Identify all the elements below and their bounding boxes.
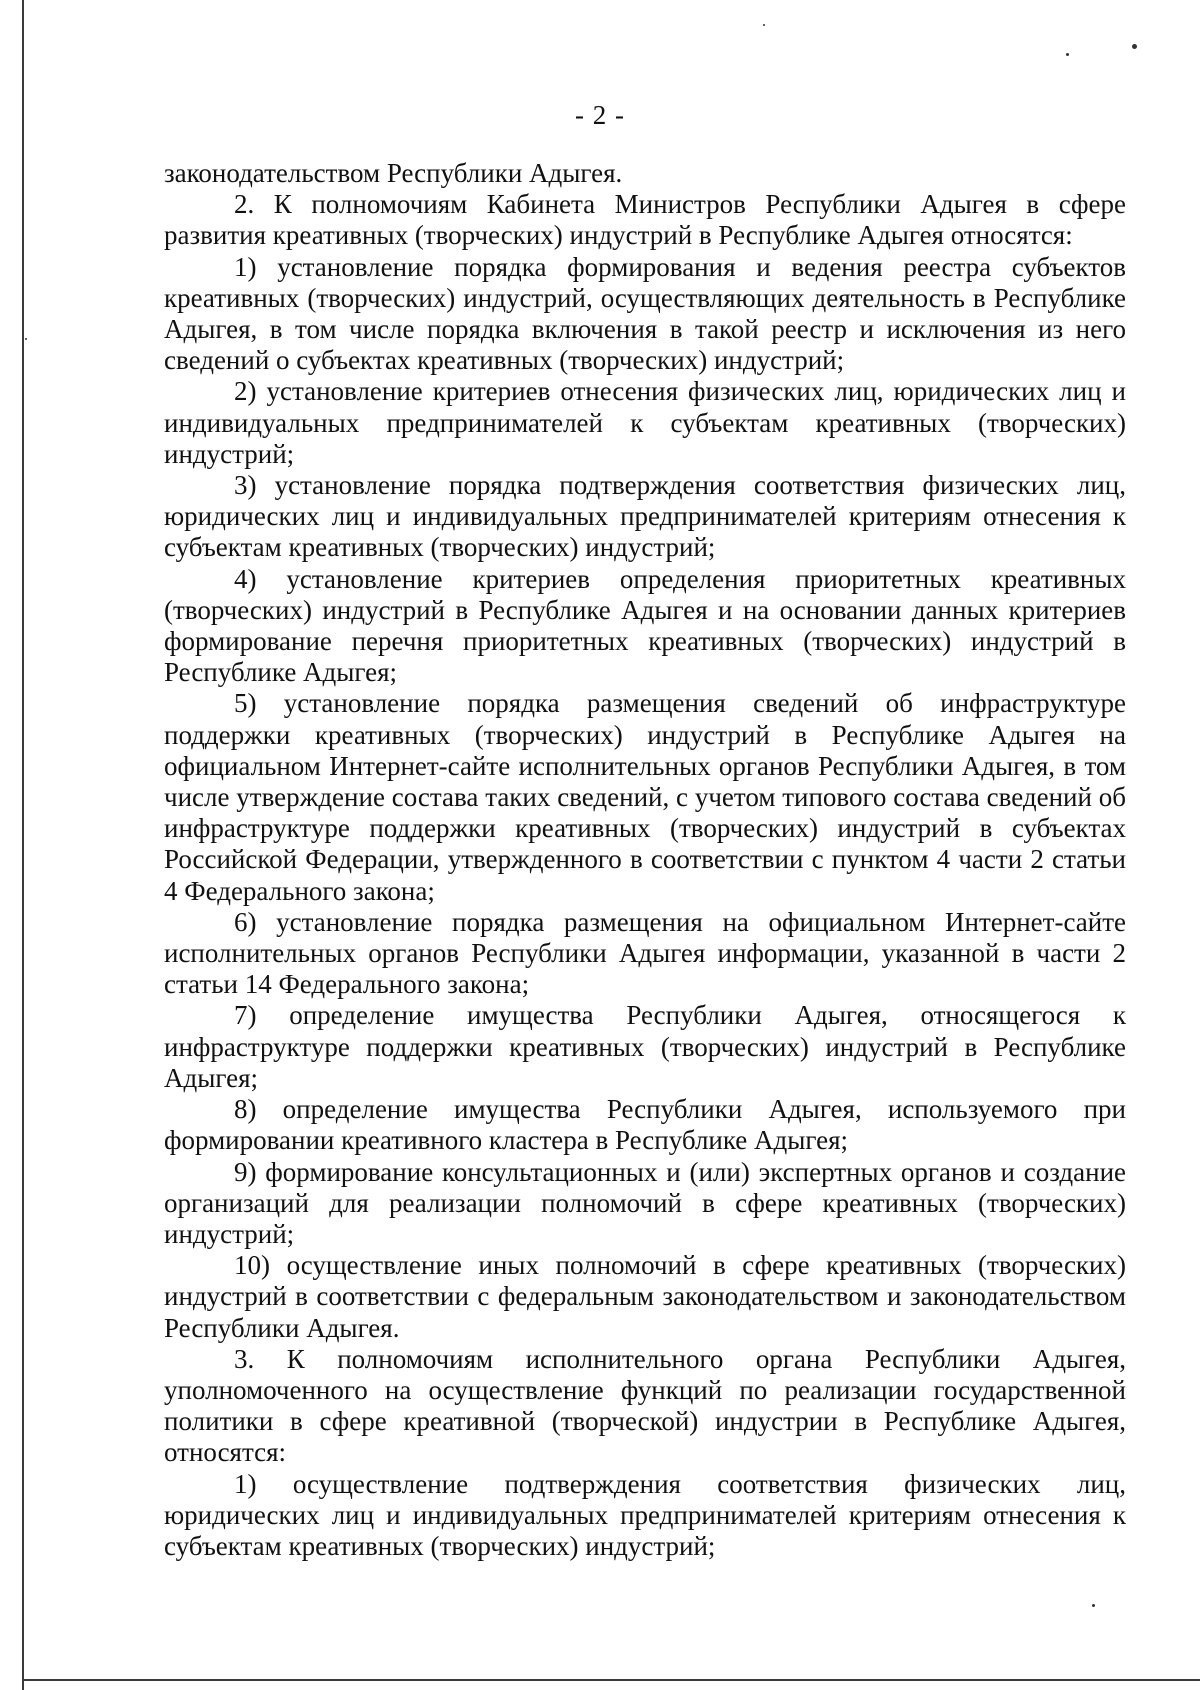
document-body	[164, 158, 1126, 1562]
paragraph: 1) осуществление подтверждения соответствия физических лиц, юридических лиц и индивидуальных предпринимателей критериям отнесения к субъектам креативных (творческих) индустрий;	[164, 1468, 1126, 1561]
scan-edge-bottom	[22, 1679, 1200, 1681]
page-number: - 2 -	[575, 100, 625, 130]
scan-speck	[1066, 53, 1069, 56]
scan-speck	[763, 24, 765, 26]
paragraph: 2. К полномочиям Кабинета Министров Республики Адыгея в сфере развития креативных (творческих) индустрий в Республике Адыгея относятся:	[164, 189, 1126, 251]
paragraph: 1) установление порядка формирования и ведения реестра субъектов креативных (творческих) индустрий, осуществляющих деятельность в Республике Адыгея, в том числе порядка включения в такой реестр и исключения из него сведений о субъектах креативных (творческих) индустрий;	[164, 251, 1126, 376]
paragraph: 6) установление порядка размещения на официальном Интернет-сайте исполнительных органов Республики Адыгея информации, указанной в части 2 статьи 14 Федерального закона;	[164, 906, 1126, 1000]
paragraph: 10) осуществление иных полномочий в сфере креативных (творческих) индустрий в соответствии с федеральным законодательством и законодательством Республики Адыгея.	[164, 1250, 1126, 1343]
paragraph: 5) установление порядка размещения сведений об инфраструктуре поддержки креативных (творческих) индустрий в Республике Адыгея на официальном Интернет-сайте исполнительных органов Республики Адыгея, в том числе утверждение состава таких сведений, с учетом типового состава сведений об инфраструктуре поддержки креативных (творческих) индустрий в субъектах Российской Федерации, утвержденного в соответствии с пунктом 4 части 2 статьи 4 Федерального закона;	[164, 688, 1126, 906]
paragraph: 7) определение имущества Республики Адыгея, относящегося к инфраструктуре поддержки креативных (творческих) индустрий в Республике Адыгея;	[164, 1000, 1126, 1093]
paragraph: 8) определение имущества Республики Адыгея, используемого при формировании креативного кластера в Республике Адыгея;	[164, 1094, 1126, 1156]
paragraph: 3) установление порядка подтверждения соответствия физических лиц, юридических лиц и индивидуальных предпринимателей критериям отнесения к субъектам креативных (творческих) индустрий;	[164, 470, 1126, 563]
paragraph: 4) установление критериев определения приоритетных креативных (творческих) индустрий в Республике Адыгея и на основании данных критериев формирование перечня приоритетных креативных (творческих) индустрий в Республике Адыгея;	[164, 563, 1126, 688]
paragraph: законодательством Республики Адыгея.	[164, 158, 623, 188]
paragraph: 2) установление критериев отнесения физических лиц, юридических лиц и индивидуальных предпринимателей к субъектам креативных (творческих) индустрий;	[164, 376, 1126, 469]
scan-edge-left	[22, 0, 24, 1690]
paragraph: 9) формирование консультационных и (или) экспертных органов и создание организаций для реализации полномочий в сфере креативных (творческих) индустрий;	[164, 1156, 1126, 1249]
scan-speck	[1092, 1604, 1095, 1607]
scan-speck	[25, 338, 27, 340]
scan-speck	[1132, 44, 1137, 49]
paragraph: 3. К полномочиям исполнительного органа Республики Адыгея, уполномоченного на осуществление функций по реализации государственной политики в сфере креативной (творческой) индустрии в Республике Адыгея, относятся:	[164, 1343, 1126, 1468]
